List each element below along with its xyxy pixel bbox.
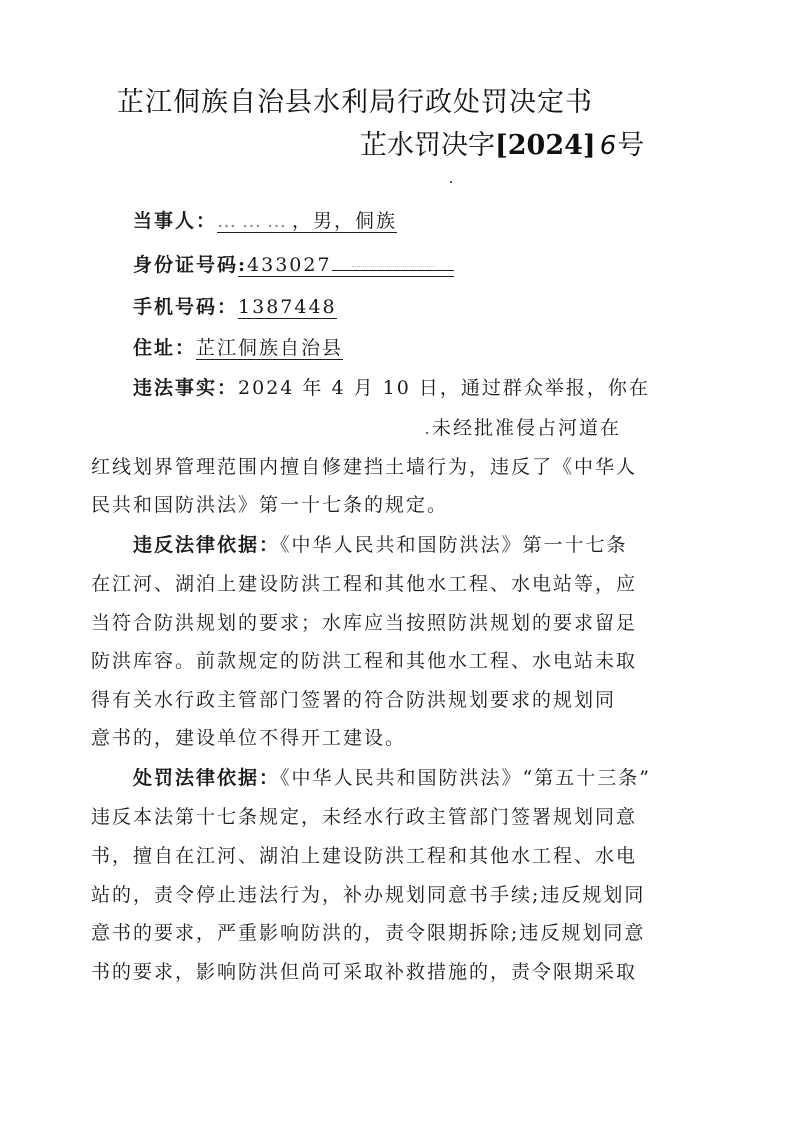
facts-label: 违法事实：: [133, 377, 239, 399]
address-value: 芷江侗族自治县: [196, 337, 344, 359]
doc-number-suffix: 号: [617, 130, 645, 161]
id-card-label: 身份证号码: [133, 254, 239, 276]
document-title: 芷江侗族自治县水利局行政处罚决定书: [117, 87, 593, 118]
party-details: ，男，侗族: [292, 210, 398, 232]
penalty-basis-label: 处罚法律依据：: [133, 767, 281, 789]
penalty-basis-line-2: 违反本法第十七条规定，未经水行政主管部门签署规划同意: [91, 806, 638, 828]
id-card-line: [133, 250, 454, 277]
facts-line-3: 红线划界管理范围内擅自修建挡土墙行为，违反了《中华人: [91, 456, 638, 478]
doc-number-prefix: 芷水罚决字: [360, 130, 495, 161]
address-label: 住址：: [133, 337, 197, 359]
id-card-colon: :: [238, 254, 248, 276]
facts-line-2: [424, 413, 621, 440]
legal-basis-line-3: 当符合防洪规划的要求；水库应当按照防洪规划的要求留足: [91, 612, 638, 634]
legal-basis-line-4: 防洪库容。前款规定的防洪工程和其他水工程、水电站未取: [91, 650, 638, 672]
scan-speck: [450, 181, 452, 183]
penalty-basis-text-1: 《中华人民共和国防洪法》“第五十三条”: [280, 767, 651, 789]
party-name-redacted: ………: [217, 210, 293, 232]
legal-basis-line-1: [133, 530, 628, 557]
phone-line: [133, 292, 337, 319]
party-value: [217, 211, 397, 233]
legal-basis-label: 违反法律依据：: [133, 534, 281, 556]
document-number: [360, 123, 644, 162]
id-card-value: 433027: [247, 254, 332, 276]
id-card-redacted: [332, 252, 454, 271]
penalty-basis-line-4: 站的，责令停止违法行为，补办规划同意书手续;违反规划同: [91, 884, 646, 906]
address-line: [133, 333, 343, 360]
party-line: [133, 206, 397, 233]
doc-number-year: [2024]: [495, 130, 596, 161]
facts-text-2: 未经批准侵占河道在: [432, 417, 622, 439]
legal-basis-text-1: 《中华人民共和国防洪法》第一十七条: [280, 534, 628, 556]
phone-value: 1387448: [238, 296, 337, 318]
facts-line-4: 民共和国防洪法》第一十七条的规定。: [91, 494, 449, 516]
legal-basis-line-6: 意书的，建设单位不得开工建设。: [91, 727, 407, 749]
penalty-basis-line-1: [133, 763, 651, 790]
penalty-basis-line-6: 书的要求，影响防洪但尚可采取补救措施的，责令限期采取: [91, 961, 638, 983]
legal-basis-line-2: 在江河、湖泊上建设防洪工程和其他水工程、水电站等，应: [91, 573, 638, 595]
phone-label: 手机号码：: [133, 296, 239, 318]
id-card-value-wrap: [238, 252, 454, 277]
party-label: 当事人：: [133, 210, 218, 232]
facts-text-1: 2024 年 4 月 10 日，通过群众举报，你在: [238, 377, 650, 399]
legal-basis-line-5: 得有关水行政主管部门签署的符合防洪规划要求的规划同: [91, 689, 617, 711]
facts-line-1: [133, 373, 650, 400]
penalty-basis-line-3: 书，擅自在江河、湖泊上建设防洪工程和其他水工程、水电: [91, 845, 638, 867]
facts-line-2-mark: .: [424, 417, 433, 439]
penalty-basis-line-5: 意书的要求，严重影响防洪的，责令限期拆除;违反规划同意: [91, 922, 646, 944]
doc-number-seq: 6: [599, 131, 617, 161]
